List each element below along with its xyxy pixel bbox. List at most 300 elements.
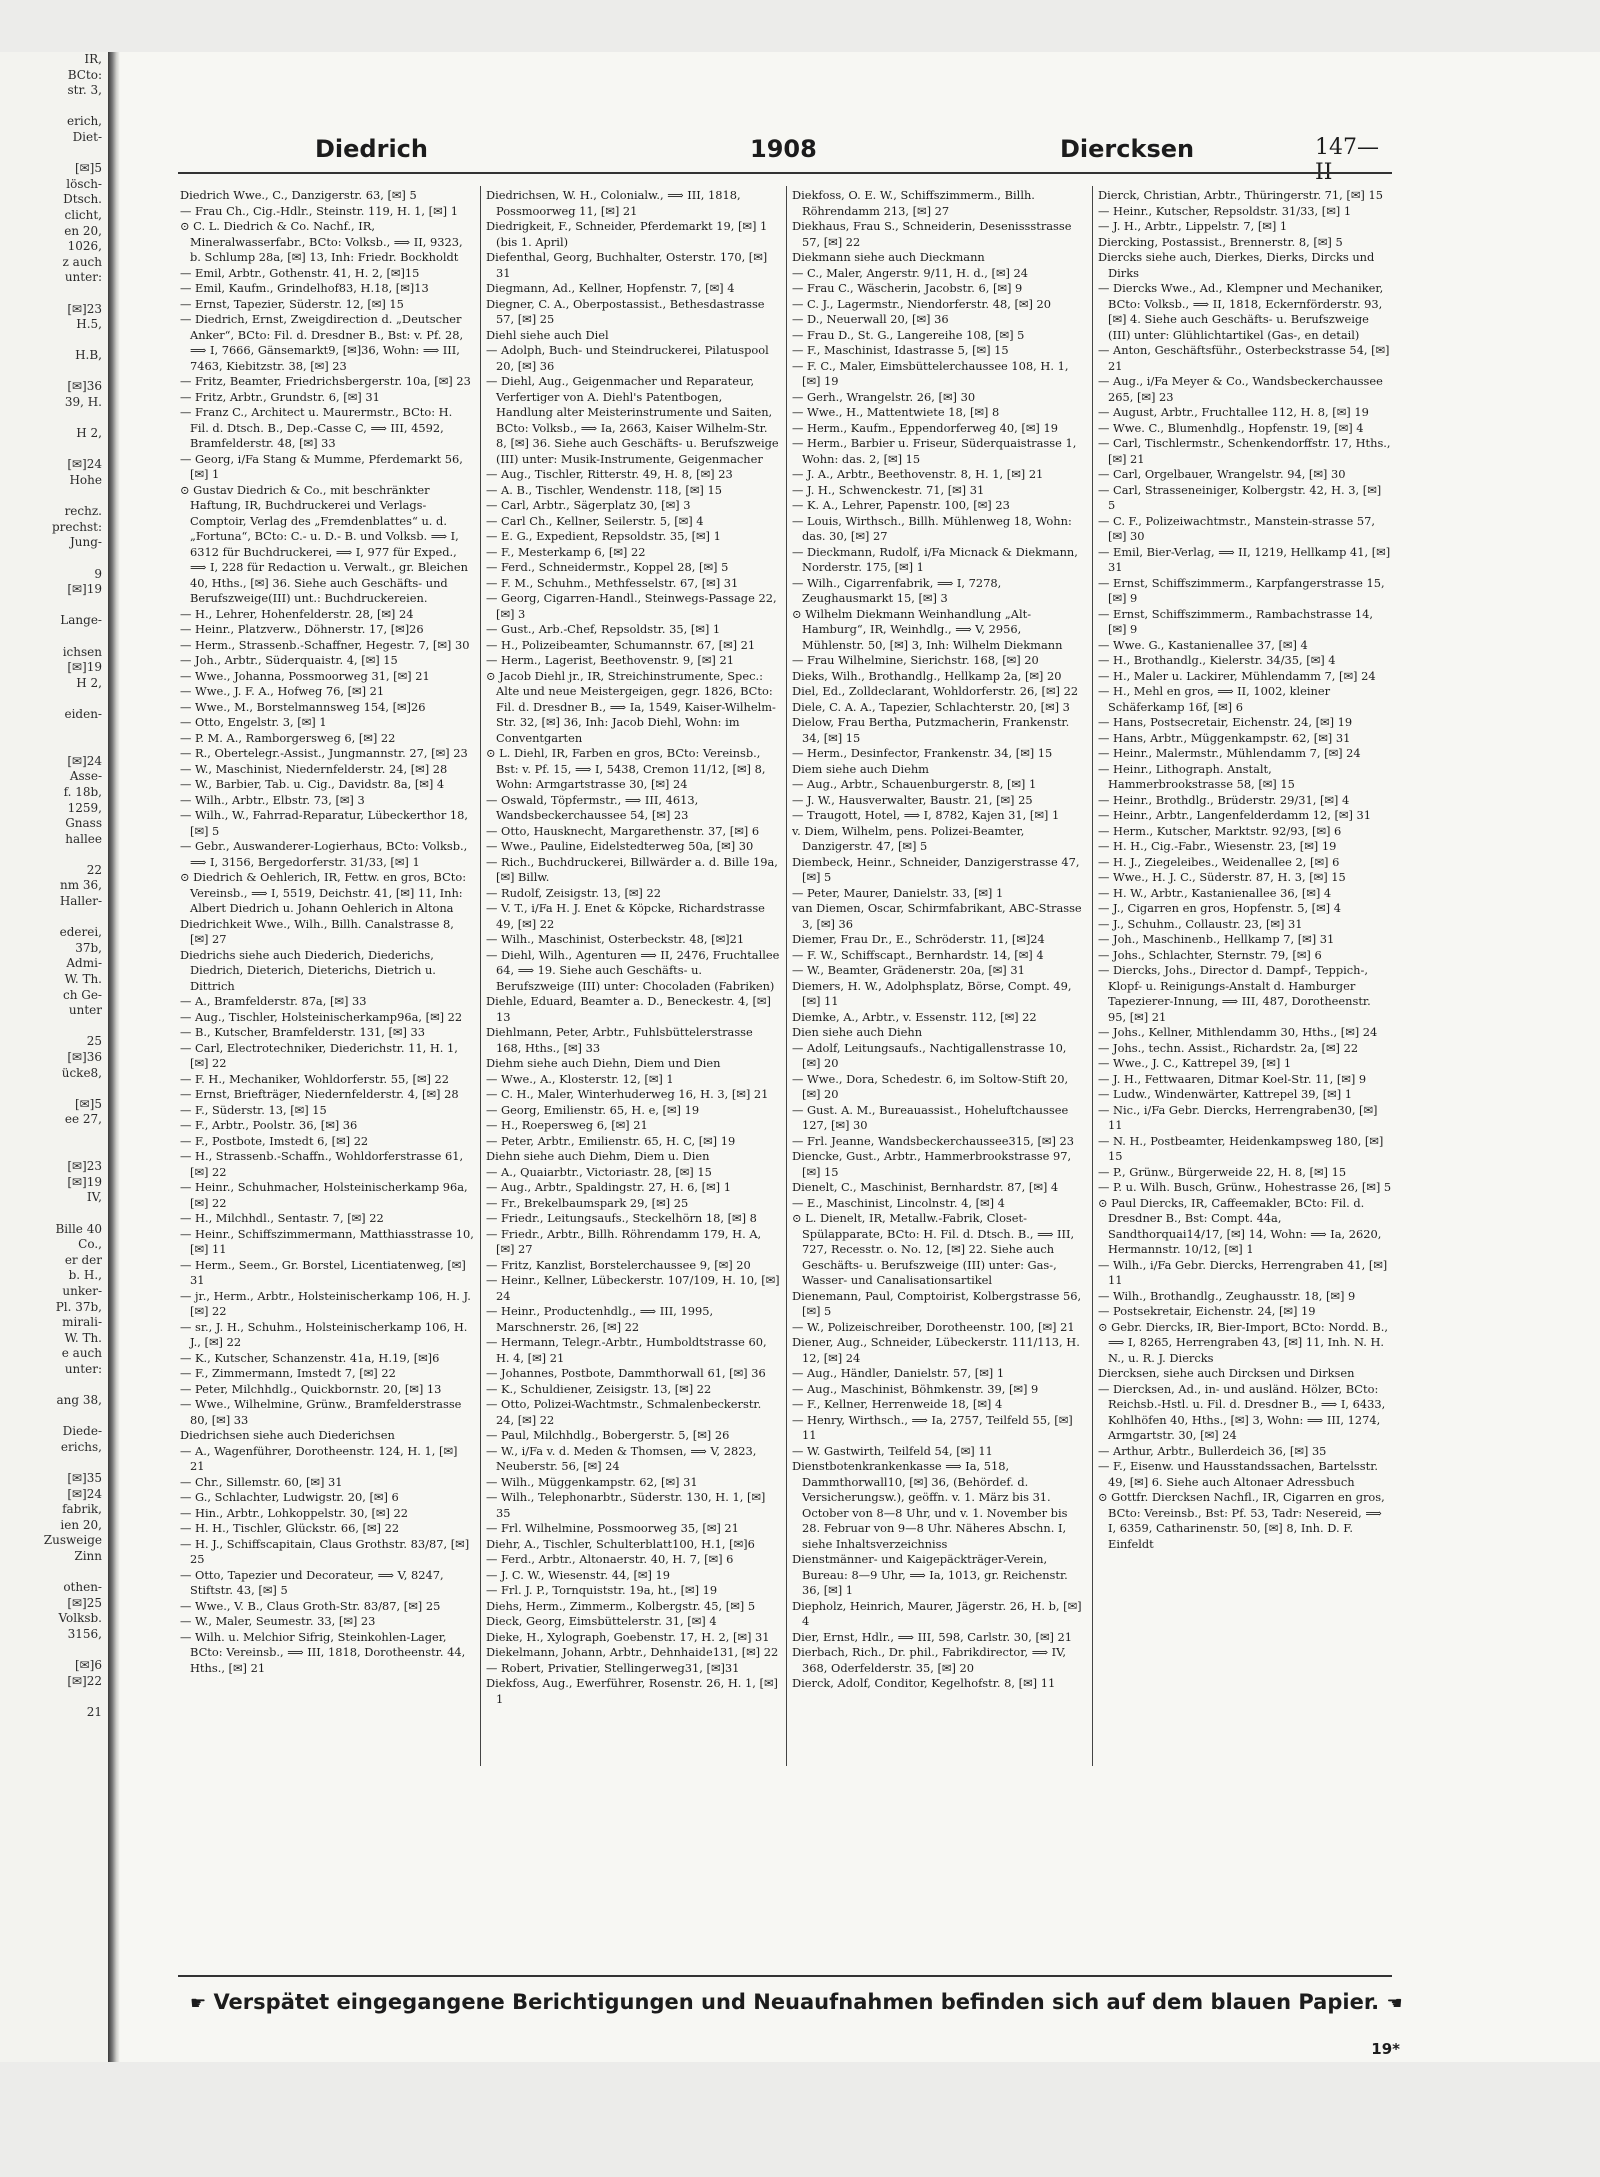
directory-entry: — Wwe., J. C., Kattrepel 39, [✉] 1 bbox=[1098, 1056, 1292, 1070]
directory-entry: — H., Polizeibeamter, Schumannstr. 67, [✉] 21 bbox=[486, 637, 756, 652]
margin-fragment: Lange- bbox=[60, 613, 102, 628]
directory-entry: — Ernst, Schiffszimmerm., Karpfangerstrasse 15, [✉] 9 bbox=[1098, 575, 1385, 605]
margin-fragment: W. Th. bbox=[64, 972, 102, 987]
margin-fragment: b. H., bbox=[68, 1268, 102, 1283]
directory-entry: — Hans, Postsecretair, Eichenstr. 24, [✉] 19 bbox=[1098, 715, 1353, 729]
margin-fragment: ücke8, bbox=[61, 1065, 102, 1080]
margin-fragment bbox=[0, 629, 108, 645]
directory-entry: — Ferd., Arbtr., Altonaerstr. 40, H. 7, [✉] 6 bbox=[486, 1552, 734, 1566]
margin-fragment: [✉]19 bbox=[67, 582, 102, 597]
directory-entry: — H., Brothandlg., Kielerstr. 34/35, [✉] 4 bbox=[1098, 653, 1336, 667]
directory-entry: — Wwe., Wilhelmine, Grünw., Bramfelderstrasse 80, [✉] 33 bbox=[180, 1397, 462, 1427]
margin-fragment: [✉]24 bbox=[67, 753, 102, 768]
margin-fragment: [✉]25 bbox=[67, 1595, 102, 1610]
directory-entry: — Peter, Maurer, Danielstr. 33, [✉] 1 bbox=[792, 885, 1004, 900]
directory-entry: Dienelt, C., Maschinist, Bernhardstr. 87, [✉] 4 bbox=[792, 1180, 1059, 1194]
directory-entry: — Frl. Jeanne, Wandsbeckerchaussee315, [✉] 23 bbox=[792, 1133, 1075, 1148]
margin-fragment: ch Ge- bbox=[62, 987, 102, 1002]
directory-entry: — F., Zimmermann, Imstedt 7, [✉] 22 bbox=[180, 1366, 396, 1380]
margin-fragment: Hohe bbox=[69, 473, 102, 488]
directory-entry: — Georg, Cigarren-Handl., Steinwegs-Passage 22, [✉] 3 bbox=[486, 591, 777, 621]
directory-entry: — W., Barbier, Tab. u. Cig., Davidstr. 8a, [✉] 4 bbox=[180, 777, 445, 791]
directory-entry: — Chr., Sillemstr. 60, [✉] 31 bbox=[180, 1474, 343, 1489]
directory-entry: — Frau Ch., Cig.-Hdlr., Steinstr. 119, H. 1, [✉] 1 bbox=[180, 203, 458, 218]
directory-entry: — Paul, Milchhdlg., Bobergerstr. 5, [✉] 26 bbox=[486, 1428, 730, 1442]
directory-entry: — Heinr., Schiffszimmermann, Matthiasstrasse 10, [✉] 11 bbox=[180, 1226, 474, 1256]
directory-entry: — K., Kutscher, Schanzenstr. 41a, H.19, [✉]6 bbox=[180, 1350, 440, 1365]
directory-entry: — Heinr., Schuhmacher, Holsteinischerkamp 96a, [✉] 22 bbox=[180, 1180, 468, 1210]
margin-fragment: [✉]23 bbox=[67, 301, 102, 316]
directory-entry: — Gust., Arb.-Chef, Repsoldstr. 35, [✉] 1 bbox=[486, 622, 721, 636]
directory-entry: — Wwe., J. F. A., Hofweg 76, [✉] 21 bbox=[180, 684, 385, 698]
directory-entry: Diefenthal, Georg, Buchhalter, Osterstr. 170, [✉] 31 bbox=[486, 250, 768, 280]
margin-fragment bbox=[0, 1643, 108, 1659]
margin-fragment bbox=[0, 1206, 108, 1222]
directory-entry: — W., Maler, Seumestr. 33, [✉] 23 bbox=[180, 1614, 376, 1628]
margin-fragment bbox=[0, 333, 108, 349]
margin-fragment: 39, H. bbox=[64, 395, 102, 410]
directory-entry: Diegmann, Ad., Kellner, Hopfenstr. 7, [✉] 4 bbox=[486, 281, 735, 295]
directory-entry: — J., Cigarren en gros, Hopfenstr. 5, [✉] 4 bbox=[1098, 901, 1341, 915]
margin-fragment: [✉]35 bbox=[67, 1471, 102, 1486]
directory-entry: — J. W., Hausverwalter, Baustr. 21, [✉] 25 bbox=[792, 792, 1033, 807]
directory-entry: — Heinr., Malermstr., Mühlendamm 7, [✉] 24 bbox=[1098, 746, 1361, 760]
margin-fragment: lösch- bbox=[66, 176, 102, 191]
directory-entry: — H. W., Arbtr., Kastanienallee 36, [✉] 4 bbox=[1098, 885, 1332, 900]
directory-entry: — Heinr., Kellner, Lübeckerstr. 107/109, H. 10, [✉] 24 bbox=[486, 1273, 780, 1303]
directory-entry: — Wwe. C., Blumenhdlg., Hopfenstr. 19, [✉] 4 bbox=[1098, 420, 1364, 435]
directory-entry: — N. H., Postbeamter, Heidenkampsweg 180, [✉] 15 bbox=[1098, 1133, 1384, 1163]
directory-entry: — Frau C., Wäscherin, Jacobstr. 6, [✉] 9 bbox=[792, 281, 1023, 295]
directory-entry: ⊙ L. Diehl, IR, Farben en gros, BCto: Vereinsb., Bst: v. Pf. 15, ⟹ I, 5438, Cremon 11/12, [✉] 8, Wohn: Armgartstrasse 30, [✉] 24 bbox=[486, 746, 766, 791]
directory-entry: — J. A., Arbtr., Beethovenstr. 8, H. 1, [✉] 21 bbox=[792, 467, 1044, 481]
margin-fragment: IR, bbox=[84, 52, 102, 66]
directory-entry: — Carl, Tischlermstr., Schenkendorffstr. 17, Hths., [✉] 21 bbox=[1098, 436, 1391, 466]
directory-entry: — Frau Wilhelmine, Sierichstr. 168, [✉] 20 bbox=[792, 653, 1039, 667]
directory-entry: — C. H., Maler, Winterhuderweg 16, H. 3, [✉] 21 bbox=[486, 1087, 769, 1101]
directory-entry: — H., Mehl en gros, ⟹ II, 1002, kleiner Schäferkamp 16f, [✉] 6 bbox=[1098, 684, 1331, 714]
margin-fragment: [✉]6 bbox=[74, 1658, 102, 1673]
margin-fragment: [✉]24 bbox=[67, 457, 102, 472]
directory-entry: Dierck, Adolf, Conditor, Kegelhofstr. 8, [✉] 11 bbox=[792, 1676, 1056, 1690]
margin-fragment bbox=[0, 910, 108, 926]
directory-entry: — A., Quaiarbtr., Victoriastr. 28, [✉] 15 bbox=[486, 1164, 712, 1179]
directory-entry: ⊙ C. L. Diedrich & Co. Nachf., IR, Mineralwasserfabr., BCto: Volksb., ⟹ II, 9323, b. Schlump 28a, [✉] 13, Inh: Friedr. Bockholdt bbox=[180, 219, 463, 264]
directory-entry: — Johs., Schlachter, Sternstr. 79, [✉] 6 bbox=[1098, 947, 1322, 962]
directory-entry: — J. H., Arbtr., Lippelstr. 7, [✉] 1 bbox=[1098, 219, 1288, 233]
directory-entry: ⊙ Diedrich & Oehlerich, IR, Fettw. en gros, BCto: Vereinsb., ⟹ I, 5519, Deichstr. 41, [✉] 11, Inh: Albert Diedrich u. Johann Oehlerich in Altona bbox=[180, 870, 467, 915]
directory-entry: — Diehl, Wilh., Agenturen ⟹ II, 2476, Fruchtallee 64, ⟹ 19. Siehe auch Geschäfts- u. Berufszweige (III) unter: Chocoladen (Fabriken) bbox=[486, 947, 780, 993]
directory-entry: — J. C. W., Wiesenstr. 44, [✉] 19 bbox=[486, 1567, 671, 1582]
margin-fragment bbox=[0, 1144, 108, 1160]
directory-entry: — H., Strassenb.-Schaffn., Wohldorferstrasse 61, [✉] 22 bbox=[180, 1149, 464, 1179]
margin-fragment bbox=[0, 99, 108, 115]
directory-entry: — Oswald, Töpfermstr., ⟹ III, 4613, Wandsbeckerchaussee 54, [✉] 23 bbox=[486, 792, 699, 822]
directory-entry: — Postsekretair, Eichenstr. 24, [✉] 19 bbox=[1098, 1304, 1316, 1318]
directory-entry: — Frl. Wilhelmine, Possmoorweg 35, [✉] 21 bbox=[486, 1521, 739, 1535]
directory-entry: — Georg, i/Fa Stang & Mumme, Pferdemarkt 56, [✉] 1 bbox=[180, 451, 463, 481]
directory-entry: Dienstmänner- und Kaigepäckträger-Verein, Bureau: 8—9 Uhr, ⟹ Ia, 1013, gr. Reichenstr. 36, [✉] 1 bbox=[792, 1552, 1068, 1597]
margin-fragment: en 20, bbox=[64, 223, 102, 238]
directory-entry: — Adolph, Buch- und Steindruckerei, Pilatuspool 20, [✉] 36 bbox=[486, 343, 769, 373]
margin-fragment: 1259, bbox=[67, 800, 102, 815]
directory-entry: — Wilh., Brothandlg., Zeughausstr. 18, [✉] 9 bbox=[1098, 1288, 1356, 1303]
directory-entry: — W., Polizeischreiber, Dorotheenstr. 100, [✉] 21 bbox=[792, 1319, 1075, 1334]
margin-fragment: e auch bbox=[61, 1346, 102, 1361]
directory-entry: — Heinr., Platzverw., Döhnerstr. 17, [✉]26 bbox=[180, 622, 424, 636]
directory-entry: Dieks, Wilh., Brothandlg., Hellkamp 2a, [✉] 20 bbox=[792, 668, 1062, 683]
directory-entry: — Hans, Arbtr., Müggenkampstr. 62, [✉] 31 bbox=[1098, 730, 1351, 745]
directory-entry: Dielow, Frau Bertha, Putzmacherin, Frankenstr. 34, [✉] 15 bbox=[792, 715, 1070, 745]
directory-entry: — Johs., techn. Assist., Richardstr. 2a, [✉] 22 bbox=[1098, 1040, 1359, 1055]
directory-entry: Dier, Ernst, Hdlr., ⟹ III, 598, Carlstr. 30, [✉] 21 bbox=[792, 1629, 1073, 1644]
margin-fragment: 21 bbox=[86, 1704, 102, 1719]
directory-entry: — Herm., Strassenb.-Schaffner, Hegestr. 7, [✉] 30 bbox=[180, 637, 470, 652]
directory-entry: — Wwe., H., Mattentwiete 18, [✉] 8 bbox=[792, 405, 1000, 419]
directory-entry: Diepholz, Heinrich, Maurer, Jägerstr. 26, H. b, [✉] 4 bbox=[792, 1598, 1082, 1628]
directory-entry: — Diercksen, Ad., in- und ausländ. Hölzer, BCto: Reichsb.-Hstl. u. Fil. d. Dresdner B., ⟹ I, 6433, Kohlhöfen 40, Hths., [✉] 3, Wohn: ⟹ III, 1274, Armgartstr. 30, [✉] 24 bbox=[1098, 1381, 1386, 1442]
directory-entry: — F., Mesterkamp 6, [✉] 22 bbox=[486, 544, 646, 559]
directory-entry: — Carl Ch., Kellner, Seilerstr. 5, [✉] 4 bbox=[486, 513, 704, 528]
directory-entry: Diekmann siehe auch Dieckmann bbox=[792, 250, 985, 264]
directory-entry: — G., Schlachter, Ludwigstr. 20, [✉] 6 bbox=[180, 1490, 399, 1504]
directory-entry: ⊙ Gottfr. Diercksen Nachfl., IR, Cigarren en gros, BCto: Vereinsb., Bst: Pf. 53, Tadr: Nesereid, ⟹ I, 6359, Catharinenstr. 50, [✉] 8, Inh. D. F. Einfeldt bbox=[1098, 1490, 1385, 1551]
directory-entry: — Georg, Emilienstr. 65, H. e, [✉] 19 bbox=[486, 1102, 700, 1117]
margin-fragment: [✉]22 bbox=[67, 1673, 102, 1688]
directory-entry: Diedrichkeit Wwe., Wilh., Billh. Canalstrasse 8, [✉] 27 bbox=[180, 916, 454, 946]
header-left-word: Diedrich bbox=[315, 135, 428, 163]
directory-entry: — J. H., Schwenckestr. 71, [✉] 31 bbox=[792, 482, 985, 497]
directory-entry: — Wilh., Cigarrenfabrik, ⟹ I, 7278, Zeughausmarkt 15, [✉] 3 bbox=[792, 575, 1002, 605]
directory-entry: Dienemann, Paul, Comptoirist, Kolbergstrasse 56, [✉] 5 bbox=[792, 1288, 1082, 1318]
directory-entry: Diedrichsen siehe auch Diederichsen bbox=[180, 1428, 395, 1442]
directory-entry: Diehlmann, Peter, Arbtr., Fuhlsbüttelerstrasse 168, Hths., [✉] 33 bbox=[486, 1025, 753, 1055]
directory-entry: — Heinr., Kutscher, Repsoldstr. 31/33, [✉] 1 bbox=[1098, 203, 1352, 218]
margin-fragment: rechz. bbox=[64, 504, 102, 519]
directory-entry: ⊙ Gustav Diedrich & Co., mit beschränkter Haftung, IR, Buchdruckerei und Verlags-Comptoir, Verlag des „Fremdenblattes“ u. d. „Fortuna“, BCto: C.- u. D.- B. und Volksb. ⟹ I, 6312 für Buchdruckerei, ⟹ I, 977 für Exped., ⟹ I, 228 für Redaction u. Verwalt., gr. Bleichen 40, Hths., [✉] 36. Siehe auch Geschäfts- und Berufszweige(III) unt.: Buchdruckereien. bbox=[180, 482, 468, 605]
margin-fragment: [✉]19 bbox=[67, 660, 102, 675]
footer-notice bbox=[190, 1990, 1403, 2020]
margin-fragment bbox=[0, 551, 108, 567]
directory-entry: Diehm siehe auch Diehn, Diem und Dien bbox=[486, 1056, 721, 1070]
directory-entry: Diedrichsen, W. H., Colonialw., ⟹ III, 1818, Possmoorweg 11, [✉] 21 bbox=[486, 188, 741, 218]
directory-entry: — Wilh., Arbtr., Elbstr. 73, [✉] 3 bbox=[180, 792, 365, 807]
directory-entry: Diegner, C. A., Oberpostassist., Bethesdastrasse 57, [✉] 25 bbox=[486, 296, 765, 326]
margin-fragment bbox=[0, 1409, 108, 1425]
margin-fragment bbox=[0, 598, 108, 614]
margin-fragment: Haller- bbox=[59, 894, 102, 909]
directory-entry: — Aug., Maschinist, Böhmkenstr. 39, [✉] 9 bbox=[792, 1381, 1039, 1396]
margin-fragment: Admi- bbox=[66, 956, 102, 971]
directory-entry: — Gust. A. M., Bureauassist., Hoheluftchaussee 127, [✉] 30 bbox=[792, 1102, 1069, 1132]
margin-fragment: Bille 40 bbox=[55, 1221, 102, 1236]
directory-entry: — H. J., Ziegeleibes., Weidenallee 2, [✉] 6 bbox=[1098, 854, 1340, 869]
column-divider bbox=[1092, 186, 1093, 1766]
directory-entry: — F. C., Maler, Eimsbüttelerchaussee 108, H. 1, [✉] 19 bbox=[792, 358, 1069, 388]
directory-entry: — Wwe., H. J. C., Süderstr. 87, H. 3, [✉] 15 bbox=[1098, 870, 1346, 884]
margin-fragment bbox=[0, 1019, 108, 1035]
margin-fragment: unker- bbox=[62, 1283, 102, 1298]
directory-entry: — W., i/Fa v. d. Meden & Thomsen, ⟹ V, 2823, Neuberstr. 56, [✉] 24 bbox=[486, 1443, 757, 1473]
directory-entry: — F. H., Mechaniker, Wohldorferstr. 55, [✉] 22 bbox=[180, 1071, 450, 1086]
directory-entry: — Carl, Orgelbauer, Wrangelstr. 94, [✉] 30 bbox=[1098, 467, 1346, 481]
directory-entry: — H., Roepersweg 6, [✉] 21 bbox=[486, 1118, 648, 1132]
column-4 bbox=[1098, 188, 1392, 1763]
directory-entry: — Gerh., Wrangelstr. 26, [✉] 30 bbox=[792, 389, 976, 404]
directory-entry: — Heinr., Arbtr., Langenfelderdamm 12, [✉] 31 bbox=[1098, 808, 1372, 822]
margin-fragment bbox=[0, 364, 108, 380]
margin-fragment bbox=[0, 146, 108, 162]
directory-entry: — B., Kutscher, Bramfelderstr. 131, [✉] 33 bbox=[180, 1025, 426, 1039]
margin-fragment bbox=[0, 691, 108, 707]
directory-entry: — Wwe., A., Klosterstr. 12, [✉] 1 bbox=[486, 1071, 674, 1086]
margin-fragment: eiden- bbox=[64, 706, 102, 721]
directory-entry: — jr., Herm., Arbtr., Holsteinischerkamp 106, H. J. [✉] 22 bbox=[180, 1288, 471, 1318]
margin-fragment: H 2, bbox=[76, 675, 102, 690]
directory-entry: — Peter, Milchhdlg., Quickbornstr. 20, [✉] 13 bbox=[180, 1381, 442, 1396]
directory-entry: — P. u. Wilh. Busch, Grünw., Hohestrasse 26, [✉] 5 bbox=[1098, 1180, 1392, 1194]
margin-fragment: H.B, bbox=[75, 348, 102, 363]
directory-entry: Diekfoss, O. E. W., Schiffszimmerm., Billh. Röhrendamm 213, [✉] 27 bbox=[792, 188, 1035, 218]
directory-entry: — Heinr., Brothdlg., Brüderstr. 29/31, [✉] 4 bbox=[1098, 792, 1350, 807]
directory-entry: Diembeck, Heinr., Schneider, Danzigerstrasse 47, [✉] 5 bbox=[792, 854, 1080, 884]
directory-entry: — Aug., Tischler, Ritterstr. 49, H. 8, [✉] 23 bbox=[486, 467, 733, 481]
directory-entry: — Frl. J. P., Tornquiststr. 19a, ht., [✉] 19 bbox=[486, 1583, 718, 1597]
directory-entry: — Ludw., Windenwärter, Kattrepel 39, [✉] 1 bbox=[1098, 1087, 1353, 1101]
directory-entry: Diel, Ed., Zolldeclarant, Wohldorferstr. 26, [✉] 22 bbox=[792, 684, 1079, 698]
directory-entry: — Aug., Arbtr., Schauenburgerstr. 8, [✉] 1 bbox=[792, 777, 1037, 791]
margin-fragment bbox=[0, 723, 108, 739]
margin-fragment: [✉]24 bbox=[67, 1486, 102, 1501]
directory-entry: — Herm., Kaufm., Eppendorferweg 40, [✉] 19 bbox=[792, 420, 1058, 435]
margin-fragment bbox=[0, 411, 108, 427]
directory-entry: — Herm., Lagerist, Beethovenstr. 9, [✉] 21 bbox=[486, 653, 734, 667]
directory-entry: — K. A., Lehrer, Papenstr. 100, [✉] 23 bbox=[792, 498, 1010, 512]
directory-entry: — V. T., i/Fa H. J. Enet & Köpcke, Richardstrasse 49, [✉] 22 bbox=[486, 901, 765, 931]
margin-fragment: H.5, bbox=[76, 317, 102, 332]
directory-entry: — Friedr., Arbtr., Billh. Röhrendamm 179, H. A, [✉] 27 bbox=[486, 1226, 762, 1256]
signature-mark: 19* bbox=[1371, 2040, 1400, 2058]
directory-entry: — Aug., i/Fa Meyer & Co., Wandsbeckerchaussee 265, [✉] 23 bbox=[1098, 374, 1383, 404]
directory-entry: — A., Wagenführer, Dorotheenstr. 124, H. 1, [✉] 21 bbox=[180, 1443, 458, 1473]
directory-entry: — Diercks Wwe., Ad., Klempner und Mechaniker, BCto: Volksb., ⟹ II, 1818, Eckernförderstr. 93, [✉] 4. Siehe auch Geschäfts- u. Berufszweige (III) unter: Glühlichtartikel (Gas-, en detail) bbox=[1098, 281, 1384, 342]
directory-entry: — Diehl, Aug., Geigenmacher und Reparateur, Verfertiger von A. Diehl's Patentbogen, Handlung alter Meisterinstrumente und Saiten, BCto: Volksb., ⟹ Ia, 2663, Kaiser Wilhelm-Str. 8, [✉] 36. Siehe auch Geschäfts- u. Berufszweige (III) unter: Musik-Instrumente, Geigenmacher bbox=[486, 374, 779, 466]
margin-fragment: str. 3, bbox=[67, 83, 102, 98]
directory-entry: — Carl, Arbtr., Sägerplatz 30, [✉] 3 bbox=[486, 498, 691, 512]
directory-entry: — Nic., i/Fa Gebr. Diercks, Herrengraben30, [✉] 11 bbox=[1098, 1102, 1378, 1132]
directory-entry: v. Diem, Wilhelm, pens. Polizei-Beamter, Danzigerstr. 47, [✉] 5 bbox=[792, 823, 1025, 853]
margin-fragment: [✉]36 bbox=[67, 379, 102, 394]
directory-entry: — Ernst, Schiffszimmerm., Rambachstrasse 14, [✉] 9 bbox=[1098, 606, 1374, 636]
margin-fragment: ang 38, bbox=[56, 1393, 102, 1408]
book-gutter bbox=[108, 52, 120, 2062]
directory-entry: — Frau D., St. G., Langereihe 108, [✉] 5 bbox=[792, 327, 1025, 342]
directory-entry: — Wwe., Johanna, Possmoorweg 31, [✉] 21 bbox=[180, 668, 430, 683]
directory-entry: — A. B., Tischler, Wendenstr. 118, [✉] 15 bbox=[486, 482, 722, 497]
margin-fragment: 1026, bbox=[67, 239, 102, 254]
margin-fragment: Zusweige bbox=[43, 1533, 102, 1548]
margin-fragment: unter: bbox=[64, 270, 102, 285]
directory-entry: — Carl, Electrotechniker, Diederichstr. 11, H. 1, [✉] 22 bbox=[180, 1040, 458, 1070]
margin-fragment: Volksb. bbox=[58, 1611, 102, 1626]
directory-entry: — J. H., Fettwaaren, Ditmar Koel-Str. 11, [✉] 9 bbox=[1098, 1071, 1367, 1086]
column-divider bbox=[786, 186, 787, 1766]
margin-fragment: [✉]19 bbox=[67, 1174, 102, 1189]
directory-entry: — Dieckmann, Rudolf, i/Fa Micnack & Diekmann, Norderstr. 175, [✉] 1 bbox=[792, 544, 1078, 574]
directory-entry: Dien siehe auch Diehn bbox=[792, 1025, 923, 1039]
margin-fragment: mirali- bbox=[62, 1315, 102, 1330]
margin-fragment: BCto: bbox=[67, 67, 102, 82]
margin-fragment: 9 bbox=[94, 566, 102, 581]
margin-fragment bbox=[0, 1377, 108, 1393]
directory-entry: — K., Schuldiener, Zeisigstr. 13, [✉] 22 bbox=[486, 1381, 712, 1396]
margin-fragment: Diet- bbox=[72, 129, 102, 144]
directory-entry: — D., Neuerwall 20, [✉] 36 bbox=[792, 312, 949, 326]
directory-entry: — Rudolf, Zeisigstr. 13, [✉] 22 bbox=[486, 885, 661, 900]
directory-entry: — Arthur, Arbtr., Bullerdeich 36, [✉] 35 bbox=[1098, 1443, 1327, 1458]
directory-entry: Diercksen, siehe auch Dircksen und Dirksen bbox=[1098, 1366, 1355, 1380]
margin-fragment: 37b, bbox=[75, 940, 102, 955]
directory-entry: — Hermann, Telegr.-Arbtr., Humboldtstrasse 60, H. 4, [✉] 21 bbox=[486, 1335, 767, 1365]
margin-fragment: ien 20, bbox=[60, 1517, 102, 1532]
margin-fragment bbox=[0, 286, 108, 302]
margin-fragment: prechst: bbox=[52, 519, 102, 534]
directory-entry: — F., Arbtr., Poolstr. 36, [✉] 36 bbox=[180, 1118, 358, 1132]
directory-entry: Diekelmann, Johann, Arbtr., Dehnhaide131, [✉] 22 bbox=[486, 1645, 779, 1659]
directory-entry: — C. F., Polizeiwachtmstr., Manstein-strasse 57, [✉] 30 bbox=[1098, 513, 1376, 543]
directory-entry: — Herm., Seem., Gr. Borstel, Licentiatenweg, [✉] 31 bbox=[180, 1257, 466, 1287]
directory-entry: — Hin., Arbtr., Lohkoppelstr. 30, [✉] 22 bbox=[180, 1505, 409, 1520]
directory-entry: — H., Maler u. Lackirer, Mühlendamm 7, [✉] 24 bbox=[1098, 668, 1376, 683]
pointing-hand-icon: ☚ bbox=[1386, 1993, 1403, 2014]
directory-entry: — August, Arbtr., Fruchtallee 112, H. 8, [✉] 19 bbox=[1098, 405, 1369, 419]
margin-fragment: W. Th. bbox=[64, 1330, 102, 1345]
page-number: 147—II bbox=[1315, 135, 1379, 185]
directory-entry: — Louis, Wirthsch., Billh. Mühlenweg 18, Wohn: das. 30, [✉] 27 bbox=[792, 513, 1072, 543]
directory-entry: — Anton, Geschäftsführ., Osterbeckstrasse 54, [✉] 21 bbox=[1098, 343, 1390, 373]
directory-entry: Diele, C. A. A., Tapezier, Schlachterstr. 20, [✉] 3 bbox=[792, 699, 1070, 714]
directory-entry: — E., Maschinist, Lincolnstr. 4, [✉] 4 bbox=[792, 1195, 1005, 1210]
directory-entry: — Gebr., Auswanderer-Logierhaus, BCto: Volksb., ⟹ I, 3156, Bergedorferstr. 31/33, [✉] 1 bbox=[180, 839, 468, 869]
margin-fragment: unter: bbox=[64, 1361, 102, 1376]
directory-entry: — P. M. A., Ramborgersweg 6, [✉] 22 bbox=[180, 730, 396, 745]
directory-entry: — J., Schuhm., Collaustr. 23, [✉] 31 bbox=[1098, 916, 1303, 931]
directory-entry: — C. J., Lagermstr., Niendorferstr. 48, [✉] 20 bbox=[792, 296, 1052, 311]
margin-fragment: ederei, bbox=[59, 925, 102, 940]
directory-entry: ⊙ Jacob Diehl jr., IR, Streichinstrumente, Spec.: Alte und neue Meistergeigen, gegr. 1826, BCto: Fil. d. Dresdner B., ⟹ Ia, 1549, Kaiser-Wilhelm-Str. 32, [✉] 36, Inh: Jacob Diehl, Wohn: im Conventgarten bbox=[486, 668, 776, 745]
margin-fragment bbox=[0, 1128, 108, 1144]
directory-entry: Diemke, A., Arbtr., v. Essenstr. 112, [✉] 22 bbox=[792, 1009, 1037, 1024]
margin-fragment: Pl. 37b, bbox=[55, 1299, 102, 1314]
directory-entry: — Wwe. G., Kastanienallee 37, [✉] 4 bbox=[1098, 637, 1308, 652]
margin-fragment: hallee bbox=[65, 831, 102, 846]
margin-fragment bbox=[0, 442, 108, 458]
margin-fragment: Zinn bbox=[74, 1549, 102, 1563]
directory-entry: — Carl, Strasseneiniger, Kolbergstr. 42, H. 3, [✉] 5 bbox=[1098, 482, 1382, 512]
directory-entry: Diekhaus, Frau S., Schneiderin, Desenissstrasse 57, [✉] 22 bbox=[792, 219, 1072, 249]
directory-entry: — Wilh., i/Fa Gebr. Diercks, Herrengraben 41, [✉] 11 bbox=[1098, 1257, 1388, 1287]
directory-entry: — Wilh., Telephonarbtr., Süderstr. 130, H. 1, [✉] 35 bbox=[486, 1490, 766, 1520]
directory-entry: — Otto, Polizei-Wachtmstr., Schmalenbeckerstr. 24, [✉] 22 bbox=[486, 1397, 762, 1427]
margin-fragment bbox=[0, 1565, 108, 1581]
directory-entry: ⊙ Gebr. Diercks, IR, Bier-Import, BCto: Nordd. B., ⟹ I, 8265, Herrengraben 43, [✉] 11, Inh. N. H. N., u. R. J. Diercks bbox=[1098, 1319, 1389, 1365]
directory-entry: — H. H., Cig.-Fabr., Wiesenstr. 23, [✉] 19 bbox=[1098, 839, 1337, 853]
directory-entry: Diencke, Gust., Arbtr., Hammerbrookstrasse 97, [✉] 15 bbox=[792, 1149, 1072, 1179]
directory-entry: — Joh., Maschinenb., Hellkamp 7, [✉] 31 bbox=[1098, 932, 1335, 946]
directory-entry: — Herm., Desinfector, Frankenstr. 34, [✉] 15 bbox=[792, 746, 1053, 760]
margin-fragment: Jung- bbox=[69, 535, 102, 550]
margin-fragment: Gnass bbox=[65, 816, 102, 831]
column-divider bbox=[480, 186, 481, 1766]
directory-entry: Diehl siehe auch Diel bbox=[486, 327, 609, 342]
directory-entry: — W. Gastwirth, Teilfeld 54, [✉] 11 bbox=[792, 1443, 993, 1458]
directory-entry: — Robert, Privatier, Stellingerweg31, [✉]31 bbox=[486, 1660, 740, 1675]
directory-entry: — Wilh., Müggenkampstr. 62, [✉] 31 bbox=[486, 1474, 698, 1489]
margin-fragment: f. 18b, bbox=[63, 784, 102, 799]
directory-entry: — Wilh., Maschinist, Osterbeckstr. 48, [✉]21 bbox=[486, 932, 745, 946]
directory-entry: — F. M., Schuhm., Methfesselstr. 67, [✉] 31 bbox=[486, 575, 739, 590]
directory-entry: — W., Beamter, Grädenerstr. 20a, [✉] 31 bbox=[792, 963, 1025, 977]
footer-rule bbox=[178, 1975, 1392, 1977]
directory-entry: — Ernst, Tapezier, Süderstr. 12, [✉] 15 bbox=[180, 296, 404, 311]
margin-fragment: Dtsch. bbox=[63, 192, 102, 207]
directory-entry: — Henry, Wirthsch., ⟹ Ia, 2757, Teilfeld 55, [✉] 11 bbox=[792, 1412, 1073, 1442]
directory-entry: — Ernst, Briefträger, Niedernfelderstr. 4, [✉] 28 bbox=[180, 1087, 459, 1101]
directory-entry: — F., Süderstr. 13, [✉] 15 bbox=[180, 1102, 327, 1117]
directory-entry: Diedrichs siehe auch Diederich, Diederichs, Diedrich, Dieterich, Dieterichs, Dietrich u. Dittrich bbox=[180, 947, 436, 993]
directory-entry: — H. J., Schiffscapitain, Claus Grothstr. 83/87, [✉] 25 bbox=[180, 1536, 470, 1566]
directory-entry: — Wilh., W., Fahrrad-Reparatur, Lübeckerthor 18, [✉] 5 bbox=[180, 808, 468, 838]
page-header bbox=[180, 135, 1390, 185]
directory-entry: Diekfoss, Aug., Ewerführer, Rosenstr. 26, H. 1, [✉] 1 bbox=[486, 1676, 778, 1706]
directory-entry: — Peter, Arbtr., Emilienstr. 65, H. C, [✉] 19 bbox=[486, 1133, 736, 1148]
notice-text: Verspätet eingegangene Berichtigungen und Neuaufnahmen befinden sich auf dem blauen Papier. bbox=[213, 1990, 1380, 2014]
directory-entry: — F., Maschinist, Idastrasse 5, [✉] 15 bbox=[792, 343, 1009, 357]
directory-entry: Diehle, Eduard, Beamter a. D., Beneckestr. 4, [✉] 13 bbox=[486, 994, 771, 1024]
directory-entry: Diemer, Frau Dr., E., Schröderstr. 11, [✉]24 bbox=[792, 932, 1045, 946]
margin-fragment bbox=[0, 847, 108, 863]
directory-entry: — Adolf, Leitungsaufs., Nachtigallenstrasse 10, [✉] 20 bbox=[792, 1040, 1067, 1070]
directory-entry: — Aug., Tischler, Holsteinischerkamp96a, [✉] 22 bbox=[180, 1009, 463, 1024]
directory-entry: — Emil, Arbtr., Gothenstr. 41, H. 2, [✉]15 bbox=[180, 265, 420, 280]
directory-entry: — F. W., Schiffscapt., Bernhardstr. 14, [✉] 4 bbox=[792, 947, 1044, 962]
margin-fragment: nm 36, bbox=[59, 878, 102, 893]
margin-fragment: [✉]23 bbox=[67, 1159, 102, 1174]
directory-entry: Diedrigkeit, F., Schneider, Pferdemarkt 19, [✉] 1 (bis 1. April) bbox=[486, 219, 768, 249]
directory-entry: — H., Milchhdl., Sentastr. 7, [✉] 22 bbox=[180, 1211, 384, 1225]
directory-entry: — F., Eisenw. und Hausstandssachen, Bartelsstr. 49, [✉] 6. Siehe auch Altonaer Adressbuch bbox=[1098, 1459, 1379, 1489]
column-2 bbox=[486, 188, 780, 1763]
directory-entry: — C., Maler, Angerstr. 9/11, H. d., [✉] 24 bbox=[792, 265, 1029, 280]
directory-entry: Diener, Aug., Schneider, Lübeckerstr. 111/113, H. 12, [✉] 24 bbox=[792, 1335, 1080, 1365]
previous-page-edge bbox=[0, 52, 108, 2062]
directory-entry: — Otto, Tapezier und Decorateur, ⟹ V, 8247, Stiftstr. 43, [✉] 5 bbox=[180, 1567, 444, 1597]
directory-entry: — Wwe., Dora, Schedestr. 6, im Soltow-Stift 20, [✉] 20 bbox=[792, 1071, 1069, 1101]
directory-entry: — H. H., Tischler, Glückstr. 66, [✉] 22 bbox=[180, 1521, 400, 1535]
directory-entry: — Ferd., Schneidermstr., Koppel 28, [✉] 5 bbox=[486, 560, 729, 574]
directory-entry: — Fritz, Beamter, Friedrichsbergerstr. 10a, [✉] 23 bbox=[180, 374, 471, 388]
margin-fragment: z auch bbox=[62, 254, 102, 269]
margin-fragment: 3156, bbox=[67, 1626, 102, 1641]
margin-fragment: [✉]5 bbox=[74, 1096, 102, 1111]
directory-entry: — Emil, Bier-Verlag, ⟹ II, 1219, Hellkamp 41, [✉] 31 bbox=[1098, 544, 1391, 574]
directory-entry: — Diedrich, Ernst, Zweigdirection d. „Deutscher Anker“, BCto: Fil. d. Dresdner B., Bst: v. Pf. 28, ⟹ I, 7666, Gänsemarkt9, [✉]36, Wohn: ⟹ III, 7463, Kiebitzstr. 38, [✉] 23 bbox=[180, 312, 464, 373]
margin-fragment: er der bbox=[64, 1252, 102, 1267]
directory-entry: Dienstbotenkrankenkasse ⟹ Ia, 518, Dammthorwall10, [✉] 36, (Behördef. d. Versicherungsw.), geöffn. v. 1. März bis 31. October von 8—8 Uhr, und v. 1. November bis 28. Februar von 9—8 Uhr. Näheres Abschn. I, siehe Inhaltsverzeichniss bbox=[792, 1459, 1068, 1551]
margin-fragment: IV, bbox=[86, 1190, 102, 1205]
directory-entry: — Emil, Kaufm., Grindelhof83, H.18, [✉]13 bbox=[180, 281, 429, 295]
directory-entry: ⊙ Wilhelm Diekmann Weinhandlung „Alt-Hamburg“, IR, Weinhdlg., ⟹ V, 2956, Mühlenstr. 50, [✉] 3, Inh: Wilhelm Diekmann bbox=[792, 606, 1063, 652]
